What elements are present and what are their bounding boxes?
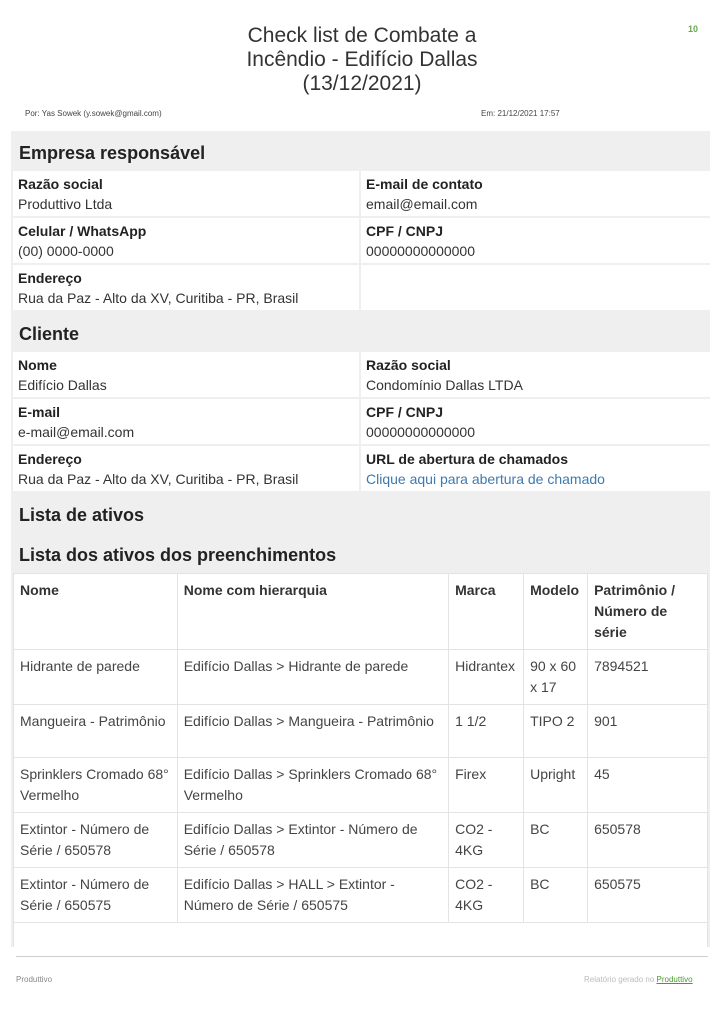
field-label: E-mail (18, 404, 61, 420)
page-number: 10 (688, 24, 699, 34)
table-row (14, 650, 708, 705)
cell-marca: Hidrantex (449, 650, 524, 705)
field-value: (00) 0000-0000 (18, 243, 114, 259)
field-label: Celular / WhatsApp (18, 223, 147, 239)
section-title-lista-preenchimentos: Lista dos ativos dos preenchimentos (19, 545, 337, 565)
footer-credit (584, 975, 693, 984)
table-header-row (14, 574, 708, 650)
section-title-lista-ativos: Lista de ativos (19, 505, 145, 525)
empty-cell (361, 265, 710, 310)
field-email (13, 399, 359, 444)
open-ticket-link[interactable]: Clique aqui para abertura de chamado (366, 471, 605, 487)
column-header-hierarquia: Nome com hierarquia (177, 574, 448, 650)
field-value: Produttivo Ltda (18, 196, 113, 212)
cell-nome: Hidrante de parede (14, 650, 178, 705)
field-label: Razão social (366, 357, 451, 373)
cell-nome: Extintor - Número de Série / 650578 (14, 813, 178, 868)
field-value: e-mail@email.com (18, 424, 135, 440)
field-label: Endereço (18, 270, 82, 286)
produttivo-link[interactable]: Produttivo (656, 975, 693, 984)
field-endereco (13, 265, 359, 310)
cell-modelo: TIPO 2 (524, 705, 588, 758)
field-label: Nome (18, 357, 57, 373)
column-header-marca: Marca (449, 574, 524, 650)
field-email-contato (361, 171, 710, 216)
field-nome (13, 352, 359, 397)
cell-patrimonio: 7894521 (588, 650, 708, 705)
field-value: Rua da Paz - Alto da XV, Curitiba - PR, Brasil (18, 290, 299, 306)
cell-modelo: BC (524, 813, 588, 868)
field-value: email@email.com (366, 196, 478, 212)
field-label: URL de abertura de chamados (366, 451, 569, 467)
author-info: Por: Yas Sowek (y.sowek@gmail.com) (25, 109, 162, 118)
cell-hierarquia: Edifício Dallas > Extintor - Número de Série / 650578 (177, 813, 448, 868)
page-title (0, 24, 724, 96)
cell-modelo: 90 x 60 x 17 (524, 650, 588, 705)
field-celular (13, 218, 359, 263)
footer-brand: Produttivo (16, 975, 53, 984)
cell-hierarquia: Edifício Dallas > Mangueira - Patrimônio (177, 705, 448, 758)
cell-marca: CO2 - 4KG (449, 813, 524, 868)
cell-nome: Sprinklers Cromado 68° Vermelho (14, 758, 178, 813)
title-line-3: (13/12/2021) (302, 72, 422, 95)
column-header-modelo: Modelo (524, 574, 588, 650)
field-label: Razão social (18, 176, 103, 192)
field-razao-social (13, 171, 359, 216)
empresa-fields (13, 171, 708, 312)
cell-marca: 1 1/2 (449, 705, 524, 758)
generated-timestamp: Em: 21/12/2021 17:57 (481, 109, 560, 118)
empty-cell (14, 923, 708, 947)
column-header-nome: Nome (14, 574, 178, 650)
section-title-empresa: Empresa responsável (19, 143, 206, 163)
table-empty-row (14, 923, 708, 947)
report-body (11, 131, 710, 947)
cell-nome: Mangueira - Patrimônio (14, 705, 178, 758)
field-razao-social (361, 352, 710, 397)
field-value: 00000000000000 (366, 424, 476, 440)
field-value: Rua da Paz - Alto da XV, Curitiba - PR, Brasil (18, 471, 299, 487)
field-url-chamados (361, 446, 710, 491)
field-cpf-cnpj (361, 399, 710, 444)
field-cpf-cnpj (361, 218, 710, 263)
field-endereco (13, 446, 359, 491)
field-label: E-mail de contato (366, 176, 483, 192)
cell-patrimonio: 901 (588, 705, 708, 758)
table-row (14, 813, 708, 868)
field-label: Endereço (18, 451, 82, 467)
field-value: Edifício Dallas (18, 377, 107, 393)
cliente-fields (13, 352, 708, 493)
footer-divider (16, 956, 708, 957)
cell-hierarquia: Edifício Dallas > Hidrante de parede (177, 650, 448, 705)
cell-patrimonio: 650578 (588, 813, 708, 868)
field-value: Condomínio Dallas LTDA (366, 377, 523, 393)
table-row (14, 758, 708, 813)
cell-nome: Extintor - Número de Série / 650575 (14, 868, 178, 923)
column-header-patrimonio: Patrimônio / Número de série (588, 574, 708, 650)
title-line-2: Incêndio - Edifício Dallas (246, 48, 478, 71)
field-label: CPF / CNPJ (366, 223, 444, 239)
cell-hierarquia: Edifício Dallas > HALL > Extintor - Número de Série / 650575 (177, 868, 448, 923)
section-title-cliente: Cliente (19, 324, 80, 344)
cell-marca: CO2 - 4KG (449, 868, 524, 923)
footer-credit-text: Relatório gerado no (584, 975, 657, 984)
table-row (14, 868, 708, 923)
cell-patrimonio: 650575 (588, 868, 708, 923)
cell-patrimonio: 45 (588, 758, 708, 813)
table-row (14, 705, 708, 758)
field-label: CPF / CNPJ (366, 404, 444, 420)
field-value: 00000000000000 (366, 243, 476, 259)
title-line-1: Check list de Combate a (247, 24, 477, 47)
assets-table (13, 573, 708, 947)
cell-modelo: BC (524, 868, 588, 923)
cell-hierarquia: Edifício Dallas > Sprinklers Cromado 68° Vermelho (177, 758, 448, 813)
cell-modelo: Upright (524, 758, 588, 813)
cell-marca: Firex (449, 758, 524, 813)
